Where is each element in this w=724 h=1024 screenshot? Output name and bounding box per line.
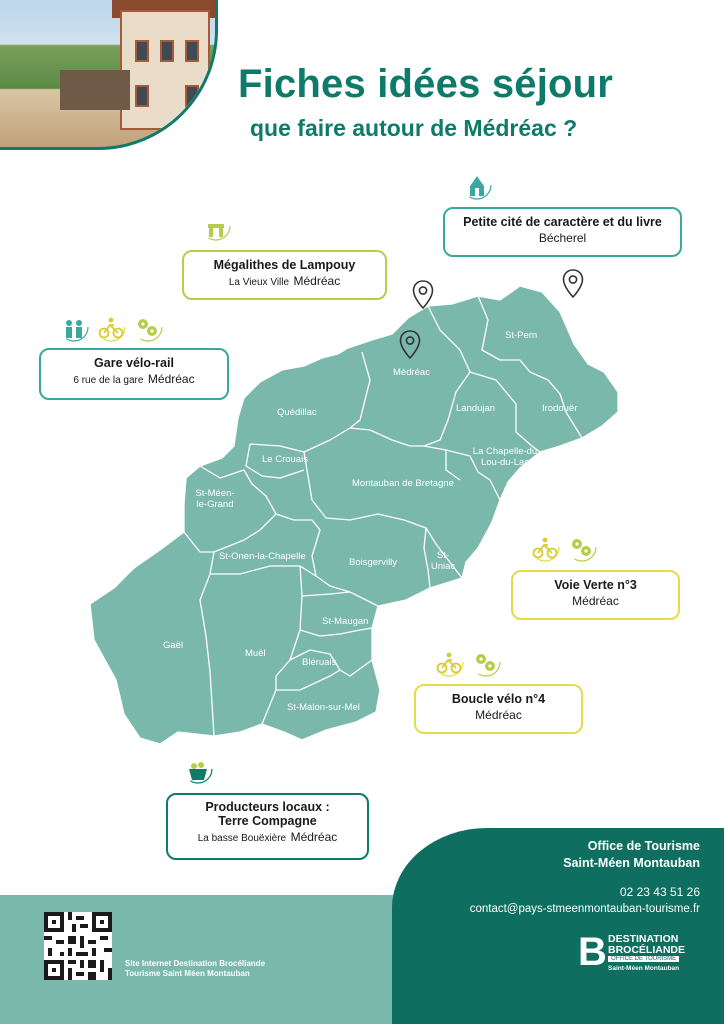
logo-line-4: Saint-Méen Montauban: [608, 965, 680, 972]
boucle-title: Boucle vélo n°4: [451, 692, 546, 706]
lampouy-title: Mégalithes de Lampouy: [213, 258, 356, 272]
logo-line-1: DESTINATION: [608, 933, 679, 945]
boucle-town: Médréac: [475, 708, 522, 722]
bike-icon: [434, 647, 464, 677]
town-label: Boisgervilly: [349, 557, 398, 568]
becherel-title: Petite cité de caractère et du livre: [463, 215, 662, 229]
destination-broceliande-logo: [578, 930, 702, 976]
gare-card[interactable]: [39, 348, 229, 400]
producteurs-address: La basse Bouëxière: [197, 833, 287, 844]
producteurs-town: Médréac: [290, 830, 338, 844]
office-phone[interactable]: 02 23 43 51 26: [619, 885, 700, 899]
town-label: Montauban de Bretagne: [352, 478, 454, 489]
becherel-place: Bécherel: [538, 231, 587, 245]
map-pin-icon: [412, 280, 434, 310]
boucle-card[interactable]: [414, 684, 583, 734]
town-label: Le Crouais: [262, 454, 308, 465]
voie-verte-card[interactable]: [511, 570, 680, 620]
lampouy-card[interactable]: [182, 250, 387, 300]
voie-verte-title: Voie Verte n°3: [554, 578, 637, 592]
basket-icon: [183, 754, 213, 784]
dolmen-icon: [201, 211, 231, 241]
bike-map-icon: [471, 647, 501, 677]
map-pin-icon: [562, 269, 584, 299]
town-label: Quédillac: [277, 407, 317, 418]
town-label: Irodouër: [542, 403, 578, 414]
town-label: Gaël: [163, 640, 184, 651]
producteurs-title-2: Terre Compagne: [218, 814, 317, 828]
town-label: St-Maugan: [322, 616, 369, 627]
logo-b-icon: B: [578, 930, 607, 974]
voie-verte-town: Médréac: [572, 594, 619, 608]
qr-caption-line-2: Tourisme Saint Méen Montauban: [125, 969, 250, 978]
producteurs-title-1: Producteurs locaux :: [205, 800, 330, 814]
town-label: St-Méen- le-Grand: [195, 488, 235, 510]
town-label: La Chapelle-du Lou-du-Lac: [472, 446, 538, 468]
castle-icon: [462, 170, 492, 200]
town-label: Médréac: [393, 367, 430, 378]
office-name: [500, 838, 700, 872]
qr-caption-line-1: Site Internet Destination Brocéliande: [125, 959, 266, 968]
town-label: St-Pern: [505, 330, 538, 341]
town-label: Bléruais: [302, 657, 337, 668]
page-subtitle: que faire autour de Médréac ?: [250, 115, 578, 141]
office-name-line-2: Saint-Méen Montauban: [563, 856, 700, 870]
town-label: Landujan: [456, 403, 496, 414]
gare-title: Gare vélo-rail: [94, 356, 174, 370]
logo-line-3: OFFICE DE TOURISME: [608, 956, 679, 962]
lampouy-address: La Vieux Ville: [228, 277, 290, 288]
bike-map-icon: [133, 312, 163, 342]
gare-address: 6 rue de la gare: [73, 375, 144, 386]
town-label: St-Onen-la-Chapelle: [219, 551, 306, 562]
qr-code[interactable]: [44, 912, 112, 980]
header-photo: [0, 0, 218, 150]
town-label: St-Malon-sur-Mel: [287, 702, 360, 713]
becherel-card[interactable]: [443, 207, 682, 257]
office-email[interactable]: contact@pays-stmeenmontauban-tourisme.fr: [469, 903, 700, 915]
producteurs-card[interactable]: [166, 793, 369, 860]
logo-line-2: BROCÉLIANDE: [608, 944, 686, 956]
qr-caption: [125, 959, 265, 979]
gare-town: Médréac: [147, 372, 195, 386]
bike-icon: [530, 532, 560, 562]
page-title: Fiches idées séjour: [238, 62, 614, 106]
town-label: Muël: [245, 648, 266, 659]
map-pin-icon: [399, 330, 421, 360]
bike-map-icon: [567, 532, 597, 562]
office-name-line-1: Office de Tourisme: [587, 839, 700, 853]
lampouy-town: Médréac: [293, 274, 341, 288]
family-icon: [59, 312, 89, 342]
bike-icon: [96, 312, 126, 342]
town-label: St- Uniac: [430, 550, 456, 572]
